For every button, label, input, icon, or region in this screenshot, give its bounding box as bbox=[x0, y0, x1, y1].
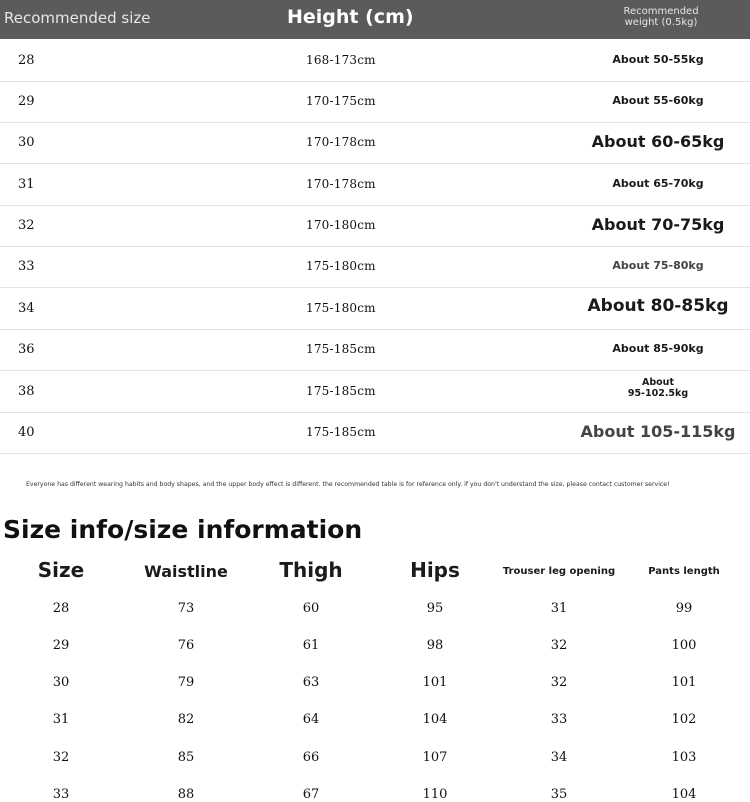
table-row bbox=[0, 164, 750, 206]
table-cell: 60 bbox=[302, 601, 320, 616]
table-header bbox=[0, 0, 750, 39]
height-cell: 175-185cm bbox=[306, 425, 376, 439]
height-cell: 175-180cm bbox=[306, 301, 376, 315]
table-cell: 29 bbox=[52, 638, 70, 653]
table-row bbox=[0, 246, 750, 288]
column-header: Size bbox=[37, 558, 85, 582]
table-cell: 35 bbox=[550, 787, 568, 802]
table-cell: 76 bbox=[177, 638, 195, 653]
height-cell: 175-185cm bbox=[306, 384, 376, 398]
table-cell: 30 bbox=[52, 675, 70, 690]
table-cell: 107 bbox=[422, 750, 448, 765]
weight-cell: About 75-80kg bbox=[612, 259, 704, 272]
weight-line: 95-102.5kg bbox=[627, 388, 689, 399]
table-cell: 104 bbox=[422, 712, 448, 727]
table-cell: 102 bbox=[671, 712, 697, 727]
table-cell: 100 bbox=[671, 638, 697, 653]
table-cell: 28 bbox=[52, 601, 70, 616]
size-cell: 29 bbox=[18, 94, 35, 109]
table-cell: 73 bbox=[177, 601, 195, 616]
table-cell: 64 bbox=[302, 712, 320, 727]
table-cell: 104 bbox=[671, 787, 697, 802]
table-cell: 63 bbox=[302, 675, 320, 690]
size-cell: 34 bbox=[18, 301, 35, 316]
table-cell: 61 bbox=[302, 638, 320, 653]
table-row bbox=[0, 81, 750, 123]
table-cell: 32 bbox=[550, 638, 568, 653]
table-cell: 88 bbox=[177, 787, 195, 802]
size-cell: 33 bbox=[18, 259, 35, 274]
column-header: Pants length bbox=[648, 566, 720, 577]
table-cell: 32 bbox=[52, 750, 70, 765]
table-cell: 82 bbox=[177, 712, 195, 727]
weight-cell: About 70-75kg bbox=[591, 215, 725, 234]
column-header: Hips bbox=[410, 558, 460, 582]
size-cell: 38 bbox=[18, 384, 35, 399]
table-cell: 101 bbox=[422, 675, 448, 690]
weight-line: About bbox=[642, 377, 674, 388]
header-height: Height (cm) bbox=[287, 6, 414, 28]
weight-cell: About 80-85kg bbox=[587, 296, 729, 316]
table-row bbox=[0, 371, 750, 413]
size-cell: 32 bbox=[18, 218, 35, 233]
table-cell: 99 bbox=[675, 601, 693, 616]
height-cell: 175-180cm bbox=[306, 259, 376, 273]
height-cell: 175-185cm bbox=[306, 342, 376, 356]
table-cell: 79 bbox=[177, 675, 195, 690]
table-cell: 33 bbox=[550, 712, 568, 727]
table-cell: 101 bbox=[671, 675, 697, 690]
height-cell: 168-173cm bbox=[306, 53, 376, 67]
height-cell: 170-178cm bbox=[306, 177, 376, 191]
weight-cell: About 50-55kg bbox=[612, 53, 704, 66]
table-row bbox=[0, 205, 750, 247]
column-header: Waistline bbox=[144, 562, 228, 581]
size-cell: 31 bbox=[18, 177, 35, 192]
height-cell: 170-175cm bbox=[306, 94, 376, 108]
header-recommended-size: Recommended size bbox=[4, 9, 151, 27]
weight-cell bbox=[580, 377, 736, 399]
table-cell: 85 bbox=[177, 750, 195, 765]
table-cell: 31 bbox=[52, 712, 70, 727]
weight-cell: About 65-70kg bbox=[612, 177, 704, 190]
size-cell: 30 bbox=[18, 135, 35, 150]
height-cell: 170-178cm bbox=[306, 135, 376, 149]
weight-cell: About 105-115kg bbox=[580, 422, 736, 441]
table-row bbox=[0, 329, 750, 371]
section-title: Size info/size information bbox=[3, 515, 363, 544]
table-cell: 31 bbox=[550, 601, 568, 616]
header-recommended-weight: Recommended weight (0.5kg) bbox=[623, 6, 699, 28]
table-cell: 103 bbox=[671, 750, 697, 765]
reference-note: Everyone has different wearing habits and body shapes, and the upper body effect is different. the recommended table is for reference only. if you don't understand the size, please contact customer service! bbox=[26, 481, 670, 488]
table-cell: 66 bbox=[302, 750, 320, 765]
size-cell: 40 bbox=[18, 425, 35, 440]
table-row bbox=[0, 40, 750, 82]
table-cell: 33 bbox=[52, 787, 70, 802]
table-cell: 34 bbox=[550, 750, 568, 765]
table-cell: 67 bbox=[302, 787, 320, 802]
size-cell: 28 bbox=[18, 53, 35, 68]
table-row bbox=[0, 122, 750, 164]
table-cell: 110 bbox=[422, 787, 448, 802]
table-row bbox=[0, 412, 750, 454]
size-cell: 36 bbox=[18, 342, 35, 357]
table-cell: 32 bbox=[550, 675, 568, 690]
weight-cell: About 60-65kg bbox=[591, 132, 725, 151]
table-cell: 95 bbox=[426, 601, 444, 616]
column-header: Trouser leg opening bbox=[502, 566, 616, 577]
weight-cell: About 55-60kg bbox=[612, 94, 704, 107]
column-header: Thigh bbox=[279, 558, 343, 582]
table-row bbox=[0, 288, 750, 330]
weight-cell: About 85-90kg bbox=[612, 342, 704, 355]
table-cell: 98 bbox=[426, 638, 444, 653]
height-cell: 170-180cm bbox=[306, 218, 376, 232]
